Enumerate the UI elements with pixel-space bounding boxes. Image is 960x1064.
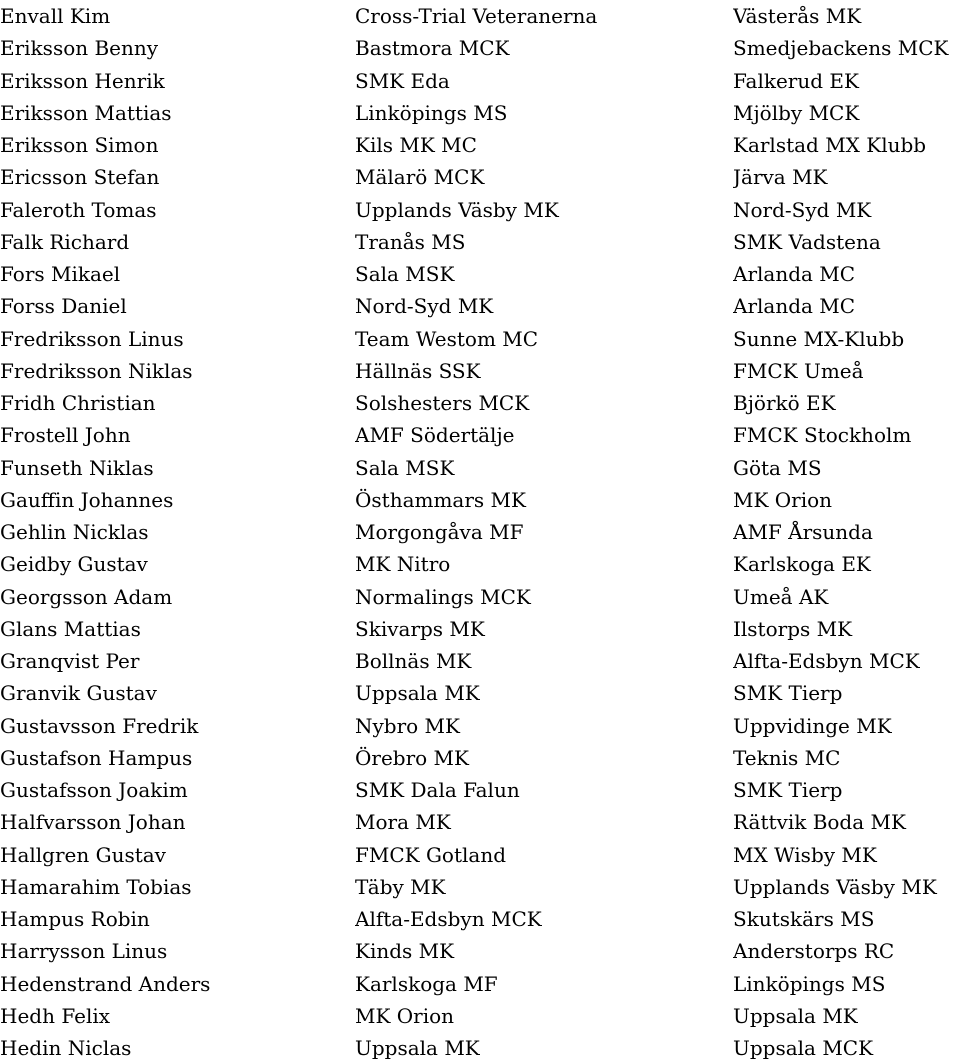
rider-name-cell: Forss Daniel bbox=[0, 294, 127, 319]
table-row bbox=[0, 65, 960, 97]
club-cell: Bastmora MCK bbox=[355, 36, 510, 61]
home-club-cell: Karlstad MX Klubb bbox=[733, 133, 927, 157]
rider-name-cell: Gustavsson Fredrik bbox=[0, 713, 199, 738]
club-cell: Nybro MK bbox=[355, 713, 460, 738]
home-club-cell: Nord-Syd MK bbox=[733, 197, 872, 222]
home-club-cell: Björkö EK bbox=[733, 391, 836, 415]
club-cell: Cross-Trial Veteranerna bbox=[355, 4, 598, 28]
table-row bbox=[0, 677, 960, 709]
club-cell: Team Westom MC bbox=[355, 326, 539, 351]
table-row bbox=[0, 548, 960, 580]
club-cell: FMCK Gotland bbox=[355, 842, 507, 867]
table-row bbox=[0, 355, 960, 387]
club-cell: Mora MK bbox=[355, 810, 451, 835]
club-cell: Morgongåva MF bbox=[355, 520, 524, 544]
rider-name-cell: Hallgren Gustav bbox=[0, 842, 166, 867]
club-cell: Uppsala MK bbox=[355, 681, 480, 706]
home-club-cell: FMCK Stockholm bbox=[733, 423, 912, 448]
club-cell: Normalings MCK bbox=[355, 584, 531, 609]
rider-name-cell: Eriksson Benny bbox=[0, 36, 159, 61]
rider-name-cell: Granqvist Per bbox=[0, 649, 140, 673]
club-cell: Hällnäs SSK bbox=[355, 358, 481, 383]
table-row bbox=[0, 161, 960, 193]
table-row bbox=[0, 903, 960, 935]
table-row bbox=[0, 774, 960, 806]
club-cell: Uppsala MK bbox=[355, 1036, 480, 1060]
rider-name-cell: Gehlin Nicklas bbox=[0, 520, 149, 544]
rider-name-cell: Frostell John bbox=[0, 423, 131, 448]
home-club-cell: Mjölby MCK bbox=[733, 100, 860, 125]
home-club-cell: Göta MS bbox=[733, 455, 822, 480]
table-row bbox=[0, 839, 960, 871]
table-row bbox=[0, 935, 960, 967]
rider-name-cell: Hedh Felix bbox=[0, 1003, 111, 1028]
rider-name-cell: Georgsson Adam bbox=[0, 584, 173, 609]
home-club-cell: Arlanda MC bbox=[733, 262, 856, 286]
home-club-cell: Rättvik Boda MK bbox=[733, 810, 906, 835]
home-club-cell: Teknis MC bbox=[733, 745, 841, 770]
club-cell: Karlskoga MF bbox=[355, 971, 498, 996]
table-row bbox=[0, 290, 960, 322]
table-row bbox=[0, 97, 960, 129]
table-row bbox=[0, 387, 960, 419]
club-cell: AMF Södertälje bbox=[355, 423, 515, 448]
club-cell: Nord-Syd MK bbox=[355, 294, 494, 319]
club-cell: Kils MK MC bbox=[355, 133, 477, 157]
table-row bbox=[0, 742, 960, 774]
table-row bbox=[0, 806, 960, 838]
home-club-cell: Anderstorps RC bbox=[733, 939, 895, 964]
club-cell: Skivarps MK bbox=[355, 616, 485, 641]
club-cell: Kinds MK bbox=[355, 939, 455, 964]
table-row bbox=[0, 0, 960, 32]
home-club-cell: FMCK Umeå bbox=[733, 358, 864, 383]
club-cell: Linköpings MS bbox=[355, 100, 508, 125]
rider-name-cell: Gauffin Johannes bbox=[0, 487, 174, 512]
home-club-cell: SMK Tierp bbox=[733, 778, 843, 802]
table-row bbox=[0, 419, 960, 451]
club-cell: MK Orion bbox=[355, 1003, 455, 1028]
club-cell: SMK Eda bbox=[355, 68, 450, 93]
home-club-cell: Järva MK bbox=[733, 165, 828, 190]
rider-name-cell: Eriksson Simon bbox=[0, 133, 159, 157]
home-club-cell: Upplands Väsby MK bbox=[733, 874, 937, 899]
table-row bbox=[0, 645, 960, 677]
rider-name-cell: Faleroth Tomas bbox=[0, 197, 157, 222]
home-club-cell: Skutskärs MS bbox=[733, 907, 875, 931]
rider-name-cell: Hamarahim Tobias bbox=[0, 874, 192, 899]
table-row bbox=[0, 226, 960, 258]
home-club-cell: Smedjebackens MCK bbox=[733, 36, 949, 61]
club-cell: SMK Dala Falun bbox=[355, 778, 520, 802]
club-cell: Bollnäs MK bbox=[355, 649, 472, 673]
rider-name-cell: Gustafson Hampus bbox=[0, 745, 193, 770]
club-cell: MK Nitro bbox=[355, 552, 451, 577]
rider-name-cell: Harrysson Linus bbox=[0, 939, 168, 964]
rider-name-cell: Hedenstrand Anders bbox=[0, 971, 211, 996]
rider-name-cell: Hampus Robin bbox=[0, 907, 150, 931]
table-row bbox=[0, 613, 960, 645]
rider-name-cell: Halfvarsson Johan bbox=[0, 810, 186, 835]
home-club-cell: Falkerud EK bbox=[733, 68, 859, 93]
rider-name-cell: Eriksson Henrik bbox=[0, 68, 165, 93]
home-club-cell: MX Wisby MK bbox=[733, 842, 877, 867]
table-row bbox=[0, 710, 960, 742]
home-club-cell: Ilstorps MK bbox=[733, 616, 853, 641]
table-row bbox=[0, 516, 960, 548]
table-row bbox=[0, 581, 960, 613]
table-row bbox=[0, 968, 960, 1000]
table-row bbox=[0, 1032, 960, 1064]
club-cell: Sala MSK bbox=[355, 262, 455, 286]
table-row bbox=[0, 323, 960, 355]
club-cell: Upplands Väsby MK bbox=[355, 197, 559, 222]
club-cell: Sala MSK bbox=[355, 455, 455, 480]
rider-name-cell: Fors Mikael bbox=[0, 262, 121, 286]
table-row bbox=[0, 32, 960, 64]
rider-name-cell: Ericsson Stefan bbox=[0, 165, 160, 190]
club-cell: Solshesters MCK bbox=[355, 391, 530, 415]
rider-name-cell: Glans Mattias bbox=[0, 616, 141, 641]
table-row bbox=[0, 484, 960, 516]
rider-name-cell: Geidby Gustav bbox=[0, 552, 148, 577]
home-club-cell: SMK Vadstena bbox=[733, 229, 881, 254]
home-club-cell: Sunne MX-Klubb bbox=[733, 326, 905, 351]
rider-name-cell: Fredriksson Niklas bbox=[0, 358, 193, 383]
rider-name-cell: Fridh Christian bbox=[0, 391, 156, 415]
club-cell: Alfta-Edsbyn MCK bbox=[355, 907, 542, 931]
home-club-cell: Karlskoga EK bbox=[733, 552, 871, 577]
rider-name-cell: Fredriksson Linus bbox=[0, 326, 184, 351]
home-club-cell: Uppsala MCK bbox=[733, 1036, 874, 1060]
club-cell: Tranås MS bbox=[355, 229, 466, 254]
club-cell: Mälarö MCK bbox=[355, 165, 485, 190]
home-club-cell: Umeå AK bbox=[733, 584, 829, 609]
home-club-cell: Uppsala MK bbox=[733, 1003, 858, 1028]
club-cell: Täby MK bbox=[355, 874, 446, 899]
home-club-cell: MK Orion bbox=[733, 487, 833, 512]
table-row bbox=[0, 129, 960, 161]
home-club-cell: AMF Årsunda bbox=[733, 520, 873, 544]
table-row bbox=[0, 194, 960, 226]
rider-name-cell: Falk Richard bbox=[0, 229, 130, 254]
rider-name-cell: Funseth Niklas bbox=[0, 455, 154, 480]
club-cell: Örebro MK bbox=[355, 745, 469, 770]
home-club-cell: Västerås MK bbox=[733, 4, 862, 28]
table-row bbox=[0, 1000, 960, 1032]
home-club-cell: SMK Tierp bbox=[733, 681, 843, 706]
rider-name-cell: Eriksson Mattias bbox=[0, 100, 172, 125]
table-row bbox=[0, 258, 960, 290]
club-cell: Östhammars MK bbox=[355, 487, 526, 512]
home-club-cell: Uppvidinge MK bbox=[733, 713, 892, 738]
rider-name-cell: Gustafsson Joakim bbox=[0, 778, 188, 802]
rider-name-cell: Envall Kim bbox=[0, 4, 111, 28]
rider-name-cell: Hedin Niclas bbox=[0, 1036, 132, 1060]
table-row bbox=[0, 871, 960, 903]
home-club-cell: Alfta-Edsbyn MCK bbox=[733, 649, 920, 673]
rider-name-cell: Granvik Gustav bbox=[0, 681, 157, 706]
table-row bbox=[0, 452, 960, 484]
home-club-cell: Linköpings MS bbox=[733, 971, 886, 996]
home-club-cell: Arlanda MC bbox=[733, 294, 856, 319]
